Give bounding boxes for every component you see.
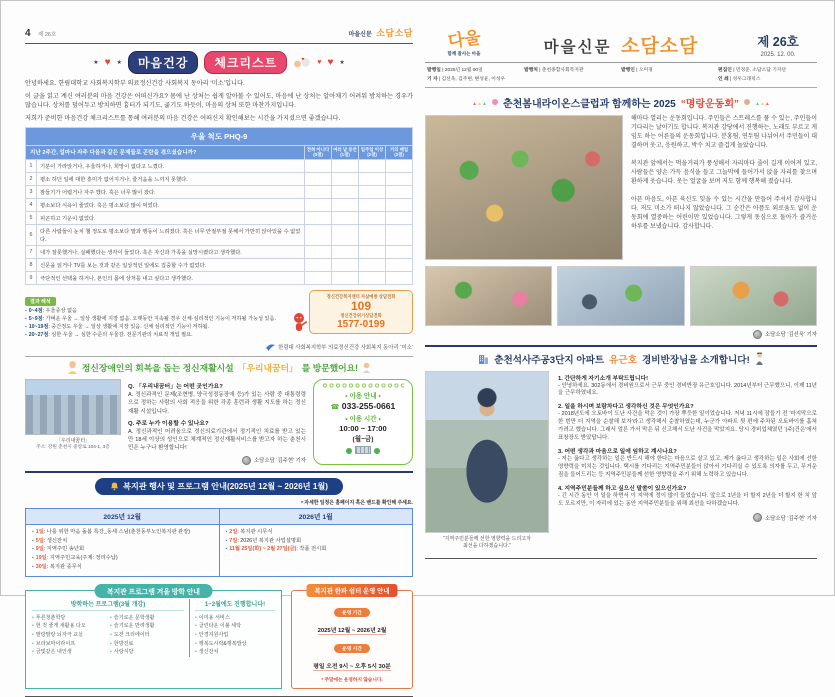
daul-logo-text: 다울	[446, 27, 482, 52]
result-item: ▪ 5~9점: 가벼운 우울 → 일상 생활에 지장 없음. 오랫동안 지속될 경우 신체·심리적인 기능이 저하될 가능성 있음.	[25, 316, 283, 324]
event-item: ▪ 19일: 지역주민교육(주제: 정리수납)	[32, 554, 213, 563]
answer: - 긴 시간 동안 이 일을 하면서 이 지역에 정이 많이 들었습니다. 앞으로 1년을 더 할지 2년을 더 할지 한 치 앞도 모르지만, 이 자리에 있는 동안 지역주민분들을 위해 최선을 다하겠습니다.	[558, 493, 817, 508]
photo-caption: “지역주민분들께 선한 영향력을 드리고자 최선을 다하겠습니다.”	[443, 535, 531, 549]
table-row: 4 평소보다 식욕이 줄었다. 혹은 평소보다 많이 먹었다.	[26, 199, 413, 212]
heart-icon: ♥	[327, 57, 334, 68]
security-guard-illustration	[755, 352, 764, 365]
table-row: 8 신문을 읽거나 TV를 보는 것과 같은 일상적인 일에도 집중할 수가 없었다.	[26, 259, 413, 272]
result-item: ▪ 0~4점: 우울증상 없음	[25, 308, 283, 316]
left-page	[25, 23, 413, 682]
event-item: ▪ 7일: 2026년 복지관 사업설명회	[226, 537, 407, 546]
hotline-number: 1577-0199	[337, 319, 385, 331]
list-item: • 행복도시락&행복밥상	[195, 640, 275, 649]
event-item: ▪ 5일: 생신잔치	[32, 537, 213, 546]
list-item: • 도전 크리에이터	[110, 631, 184, 640]
facility-section-title: 정신장애인의 회복을 돕는 정신재활시설 「우리내꿈터」 를 방문했어요!	[25, 361, 413, 374]
event-item: ▪ 1일: 나를 위한 마음 돌봄 특강_동세 스님(춘천동부노인복지관 관장)	[32, 528, 213, 537]
table-row: 5 피곤하고 기운이 없었다.	[26, 212, 413, 225]
pub-info-item: 편집인 | 민경준, 소담소담 기자단	[718, 68, 787, 73]
list-item: • 클린타운 이불 세탁	[195, 622, 275, 631]
result-item: ▪ 10~19점: 중간정도 우울 → 일상 생활에 지장 있음. 신체 심리적인 기능이 저하됨.	[25, 324, 283, 332]
issue-date: 2025. 12. 00.	[760, 51, 796, 58]
list-item: • 생신잔치	[195, 648, 275, 657]
facility-info-box	[313, 379, 413, 465]
right-page	[425, 23, 817, 575]
sports-day-photo	[557, 266, 684, 326]
reporter-avatar	[753, 513, 762, 522]
security-guard-photo	[425, 371, 549, 533]
list-item: • 이미용 서비스	[195, 614, 275, 623]
cold-shelter-title: 복지관 한파 쉼터 운영 안내	[306, 584, 397, 597]
events-column-header: 2026년 1월	[219, 508, 413, 524]
period-badge: 운영 기간	[334, 608, 370, 617]
events-note: * 자세한 일정은 홈페이지 혹은 밴드를 확인해 주세요.	[301, 500, 413, 506]
divider	[25, 356, 413, 357]
article1-paragraph: 해마다 열리는 운동회입니다. 주민들은 스트레스를 풀 수 있는, 주민들이 기다리는 날이기도 합니다. 복지관 강당에서 진행하는, 노래도 부르고 게임도 하는 어른들의 운동회입니다. 분홍팀, 연두팀 나뉘어서 주민들이 대결하며 웃고, 응원하고, 박수 치고 즐겁게 놀았습니다.	[631, 115, 817, 150]
pub-info-item: 발행처 | 춘천종합사회복지관	[524, 68, 584, 73]
pub-info-item: 인 쇄 | 성우그래픽스	[718, 76, 761, 82]
program-list	[110, 614, 184, 657]
sparkle-icon: ★	[116, 60, 122, 66]
hotline-box	[309, 290, 413, 334]
phq9-question-header: 지난 2주간, 얼마나 자주 다음과 같은 문제들로 곤란을 겪으셨습니까?	[26, 145, 305, 159]
table-row: 2 평소 하던 일에 대한 흥미가 없어지거나, 즐거움을 느끼지 못했다.	[26, 173, 413, 186]
hotline-label: 정신건강위기상담전화	[340, 313, 382, 319]
result-label: 결과 해석	[25, 297, 56, 306]
program-list	[32, 614, 106, 657]
list-item: • 슬기로운 반려생활	[110, 622, 184, 631]
garland-decoration: ▲▲▲	[472, 100, 487, 107]
period-value: 2025년 12월 ~ 2026년 2월	[318, 625, 387, 636]
phq9-table-title: 우울 척도 PHQ-9	[26, 127, 413, 145]
tree-icon	[374, 448, 380, 454]
list-item: • 사랑식당	[110, 648, 184, 657]
table-row: 3 잠들기가 어렵거나 자주 깼다. 혹은 너무 많이 잤다.	[26, 186, 413, 199]
pub-info-item: 발행인 | 오미경	[621, 68, 653, 73]
question: 1. 간단하게 자기소개 부탁드립니다!	[558, 375, 648, 382]
question: 2. 일을 하시며 보람차다고 생각하신 것은 무엇인가요?	[558, 404, 694, 411]
phq9-score-header: 거의 매일 (3점)	[386, 145, 413, 159]
sports-day-photo	[690, 266, 817, 326]
page-number: 4	[25, 28, 31, 39]
masthead-name: 소담소담	[620, 36, 699, 57]
scallop-decoration	[322, 383, 404, 388]
trees-building-illustration	[317, 445, 409, 454]
question: 4. 지역주민분들께 하고 싶으신 말씀이 있으신가요?	[558, 486, 687, 493]
checklist-title-part1: 마음건강	[128, 51, 198, 74]
answer: A. 정신과적인 어려움으로 정신의료기관에서 정기적인 치료를 받고 있는 만 18세 이상의 성인으로 체계적인 정신재활서비스를 받고자 하는 춘천시민은 누구나 환영합니다!	[128, 428, 306, 451]
miso-club-logo-icon	[266, 344, 275, 351]
question: Q. 「우리내꿈터」는 어떤 곳인가요?	[128, 384, 223, 391]
program-list	[195, 614, 275, 657]
hours-value: 10:00 ~ 17:00	[339, 424, 387, 434]
club-credit: 한림대 사회복지학부 의료정신건강 사회복지 동아리 ‘미소’	[25, 343, 413, 351]
cheering-kids-illustration	[744, 99, 750, 105]
table-row: 7 내가 잘못했거나, 실패했다는 생각이 들었다. 혹은 자신과 가족을 실망시켰다고 생각했다.	[26, 246, 413, 259]
article2-title: 춘천석사주공3단지 아파트 유근호 경비반장님을 소개합니다!	[425, 352, 817, 366]
event-item: ▪ 2일: 복지관 시무식	[226, 528, 407, 537]
winter-ongoing-header: 1~2월에도 진행합니다!	[195, 599, 275, 611]
intro-paragraph: 이 글을 읽고 계신 여러분의 마음 건강은 어떠신가요? 몸에 난 상처는 쉽게 알아볼 수 있어도, 마음에 난 상처는 알아채기 어려워 방치하는 경우가 많습니다. 상처를 덮어두고 방치하면 흉터가 되기도, 곪기도 하듯이, 마음의 상처 또한 마찬가지입니다.	[25, 92, 413, 110]
photo-strip	[425, 266, 817, 326]
cold-shelter-box	[291, 587, 413, 689]
mascot-illustration	[291, 312, 307, 334]
article2-title-name: 유근호	[609, 354, 637, 366]
result-section	[25, 290, 413, 339]
phone-icon: ☎	[330, 404, 340, 412]
issue-number: 제 26호	[757, 34, 799, 49]
apartment-icon	[478, 353, 489, 364]
facility-section-body	[25, 379, 413, 465]
issue-label: 제 26호	[38, 32, 57, 38]
reporter-credit: 소담소담 ‘김선욱’ 기자	[425, 330, 817, 339]
article2-body	[425, 371, 817, 551]
list-item: • 푸른청춘학당	[32, 614, 106, 623]
reporter-avatar	[242, 456, 251, 465]
sparkle-icon: ★	[339, 60, 345, 66]
brand	[349, 23, 413, 41]
building-icon	[355, 446, 371, 454]
person-illustration	[362, 362, 371, 373]
photo-caption: 「우리내꿈터」	[55, 438, 91, 445]
list-item: • 말랑말랑 뇌자극 교실	[32, 631, 106, 640]
hours-days: (월~금)	[352, 436, 374, 444]
heart-icon: ♥	[104, 57, 111, 68]
divider	[25, 471, 413, 473]
checklist-title-banner	[25, 51, 413, 74]
page-bottom-rule	[425, 558, 817, 559]
publication-info-bar	[425, 62, 817, 88]
question: 3. 어떤 생각과 마음으로 일에 임하고 계시나요?	[558, 449, 677, 456]
left-page-header	[25, 23, 413, 44]
phq9-score-header: 일주일 이상 (2점)	[359, 145, 386, 159]
phq9-score-header: 여러 날 동안 (1점)	[332, 145, 359, 159]
daul-logo	[425, 27, 503, 57]
usage-label: • 이용 안내 •	[345, 393, 381, 401]
list-item: • 슬기로운 문학생활	[110, 614, 184, 623]
reporter-credit: 소담소담 ‘김주현’ 기자	[128, 456, 306, 465]
facility-building-photo	[25, 379, 121, 435]
elderly-heart-illustration	[293, 57, 311, 69]
events-column-header: 2025년 12월	[26, 508, 220, 524]
result-item: ▪ 20~27점: 심한 우울 → 심한 수준의 우울감. 전문기관의 치료적 개입 필요.	[25, 332, 283, 340]
shelter-note: * 주말에는 운영하지 않습니다.	[321, 676, 383, 682]
divider	[425, 345, 817, 347]
heart-icon: ♥	[317, 59, 322, 66]
daul-logo-slogan: 함께 잘사는 마을	[447, 51, 481, 56]
table-row: 6 다른 사람들이 눈치 챌 정도로 평소보다 말과 행동이 느려졌다. 혹은 너무 안절부절 못해서 가만히 앉아있을 수 없었다.	[26, 225, 413, 246]
events-section-title: 복지관 행사 및 프로그램 안내(2025년 12월 ~ 2026년 1월)	[95, 478, 343, 495]
reporter-avatar	[753, 330, 762, 339]
phq9-score-header: 전혀 아니다 (0점)	[305, 145, 332, 159]
phq9-table	[25, 127, 413, 285]
sports-day-photo	[425, 266, 552, 326]
checklist-title-part2: 체크리스트	[204, 51, 287, 74]
hotline-number: 109	[350, 299, 372, 314]
pub-info-item: 기 자 | 김선욱, 김주현, 변성윤, 이성우	[427, 76, 506, 82]
bell-icon	[110, 482, 119, 491]
hours-badge: 운영 시간	[334, 644, 370, 653]
events-table	[25, 508, 413, 577]
brand-name: 소담소담	[376, 28, 413, 38]
answer: - 2018년도에 오토바이 도난 사건을 막은 것이 가장 뿌듯한 일이었습니다. 저녁 11시에 잠들기 전 ‘마지막으로 한 번만 더 지역을 순찰해 보자’라고 생각해서 순찰하였는데, 누군가 아파트 뒷 편에 주차된 오토바이를 훔쳐 가려고 했습니다. 그래서 얼른 가서 막은 뒤 신고해서 도난 사건을 막았지요. 당시 경비업체였던 ‘(주)건은’에서 표창장도 받았답니다.	[558, 411, 817, 442]
list-item: • 헌 것 줄게 새활용 다오	[32, 622, 106, 631]
event-item: ▪ 11월 25일(화) ~ 2월 27일(금): 작품 전시회	[226, 545, 407, 554]
reporter-credit: 소담소담 ‘김주현’ 기자	[558, 513, 817, 522]
winter-break-header: 방학하는 프로그램(3월 개강)	[32, 599, 184, 611]
list-item: • 금빛같은 내인생	[32, 648, 106, 657]
tree-icon	[346, 448, 352, 454]
hours-label: • 이용 시간 •	[345, 416, 381, 424]
intro-paragraph: 저희가 준비한 마음건강 체크리스트를 통해 여러분의 마음 건강은 어떠신지 확인해보는 시간을 가지셨으면 좋겠습니다.	[25, 114, 341, 122]
sports-day-main-photo	[425, 115, 623, 260]
article1-title: ▲▲▲ 춘천봄내라이온스클럽과 함께하는 2025 “명랑운동회” ▲▲▲	[425, 95, 817, 110]
answer: A. 정신과적인 문제(조현병, 양극성정동장애 등)가 있는 사람 중 대통령령으로 정하는 사람의 사회 적응을 위한 각종 훈련과 생활 지도를 하는 정신재활 시설입니다.	[128, 392, 306, 415]
article1-title-highlight: “명랑운동회”	[680, 98, 739, 110]
masthead	[425, 23, 817, 62]
brand-prefix: 마을신문	[348, 32, 372, 38]
hours-value: 평일 오전 9시 ~ 오후 5시 30분	[313, 661, 391, 672]
photo-caption: 주소: 강원 춘천시 중앙로 104-1, 3층	[36, 444, 110, 450]
answer: - 저는 옳다고 생각하는 일은 반드시 해야 한다는 마음으로 살고 있고, 제가 옳다고 생각하는 일은 사회에 선한 영향력을 미치는 것입니다. 택시를 기다리는 지역주민분들이 앉아서 기다리실 수 있도록 의자를 두고, 무거운 짐을 들어드리는 등 지역주민분들께 선한 영향력을 주기 위해 노력하고 있습니다.	[558, 456, 817, 479]
phone-number: ☎ 033-255-0661	[330, 401, 396, 412]
question: Q. 주로 누가 이용할 수 있나요?	[128, 420, 209, 427]
cheering-kids-illustration	[492, 99, 498, 105]
winter-program-title: 복지관 프로그램 겨울 방학 안내	[94, 584, 213, 598]
hotline-label: 정신건강복지센터 자살예방 상담전화	[326, 294, 396, 300]
list-item: • 브라보마이라이프	[32, 640, 106, 649]
intro-paragraph: 안녕하세요. 한림대학교 사회복지학부 의료정신건강 사회복지 동아리 ‘미소’입니다.	[25, 80, 245, 87]
event-item: ▪ 30일: 복지관 종무식	[32, 563, 213, 572]
list-item: • 한방진료	[110, 640, 184, 649]
person-illustration	[67, 361, 78, 374]
garland-decoration: ▲▲▲	[755, 100, 770, 107]
table-row: 1 기분이 가라앉거나, 우울하거나, 희망이 없다고 느꼈다.	[26, 160, 413, 173]
sparkle-icon: ★	[93, 60, 99, 66]
pub-info-item: 발행일 | 2025년 12월 00일	[427, 68, 483, 73]
winter-program-box	[25, 590, 282, 689]
table-row: 9 극단적인 선택을 하거나, 본인의 몸에 상처를 내고 싶다고 생각했다.	[26, 272, 413, 285]
article1-body	[425, 115, 817, 260]
article1-paragraph: 복지관 앞에서는 먹을거리가 풍성해서 자리마다 줄이 길게 이어져 있고, 사람들은 양손 가득 음식을 들고 그늘막에 들어가서 앉을 자리를 찾으며 환하게 웃습니다. 웃는 얼굴을 보며 저도 함께 행복해 졌습니다.	[631, 160, 817, 186]
event-item: ▪ 9일: 지역주민 송년회	[32, 545, 213, 554]
masthead-prefix: 마을신문	[543, 39, 612, 56]
list-item: • 안경지원사업	[195, 631, 275, 640]
answer: - 안녕하세요. 302동에서 경비원으로서 근무 중인 경비반장 유근호입니다. 2014년부터 근무했으니, 이제 11년을 근무하였네요.	[558, 382, 817, 397]
article1-paragraph: 아픈 마음도, 아픈 육신도 잊을 수 있는 시간을 만들어 주셔서 감사합니다. 저도 미소가 떠나지 않았습니다. 그 순간은 아픔도 외로움도 없이 운동회에 열중하는 어린이만 있었습니다. 그렇게 동심으로 돌아가 즐거운 하루를 보냈습니다. 감사합니다.	[631, 196, 817, 231]
